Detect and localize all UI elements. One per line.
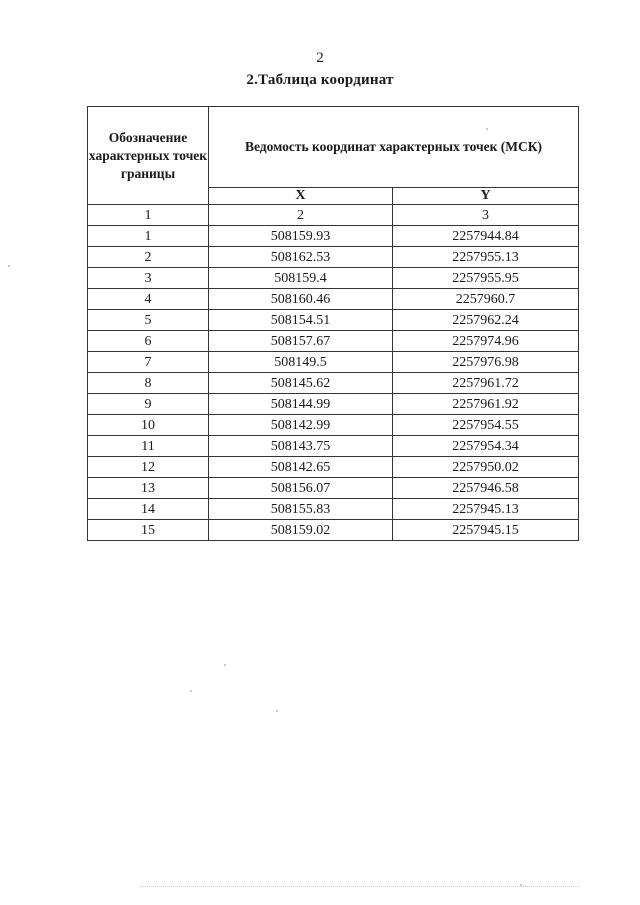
x-coordinate-cell: 508142.99 [209, 415, 393, 436]
header-statement: Ведомость координат характерных точек (МСК) [209, 107, 579, 188]
scan-noise-line [140, 886, 580, 888]
x-coordinate-cell: 508160.46 [209, 289, 393, 310]
x-coordinate-cell: 508155.83 [209, 499, 393, 520]
point-number-cell: 11 [88, 436, 209, 457]
point-number-cell: 10 [88, 415, 209, 436]
table-row [88, 226, 579, 247]
scan-speck [8, 265, 10, 267]
y-coordinate-cell: 2257946.58 [393, 478, 579, 499]
scan-speck [224, 664, 226, 666]
y-coordinate-cell: 2257945.13 [393, 499, 579, 520]
x-coordinate-cell: 508149.5 [209, 352, 393, 373]
scan-speck [486, 128, 488, 130]
table-header-row [88, 107, 579, 188]
page-number: 2 [316, 50, 324, 66]
table-index-row [88, 205, 579, 226]
y-coordinate-cell: 2257954.55 [393, 415, 579, 436]
table-row [88, 268, 579, 289]
x-coordinate-cell: 508162.53 [209, 247, 393, 268]
point-number-cell: 15 [88, 520, 209, 541]
scan-speck [276, 710, 278, 712]
scan-speck [190, 690, 192, 692]
table-row [88, 436, 579, 457]
y-coordinate-cell: 2257974.96 [393, 331, 579, 352]
document-title: 2.Таблица координат [246, 72, 394, 88]
header-designation: Обозначение характерных точек границы [88, 107, 209, 205]
point-number-cell: 4 [88, 289, 209, 310]
y-coordinate-cell: 2257955.13 [393, 247, 579, 268]
table-row [88, 499, 579, 520]
table-row [88, 310, 579, 331]
point-number-cell: 12 [88, 457, 209, 478]
table-row [88, 289, 579, 310]
point-number-cell: 13 [88, 478, 209, 499]
coordinates-table-body [88, 107, 579, 541]
y-coordinate-cell: 2257954.34 [393, 436, 579, 457]
table-row [88, 394, 579, 415]
coordinates-table [87, 106, 579, 541]
x-coordinate-cell: 508145.62 [209, 373, 393, 394]
x-coordinate-cell: 508154.51 [209, 310, 393, 331]
y-coordinate-cell: 2257961.92 [393, 394, 579, 415]
point-number-cell: 2 [88, 247, 209, 268]
table-row [88, 373, 579, 394]
point-number-cell: 7 [88, 352, 209, 373]
point-number-cell: 1 [88, 226, 209, 247]
index-cell: 3 [393, 205, 579, 226]
y-coordinate-cell: 2257955.95 [393, 268, 579, 289]
y-coordinate-cell: 2257944.84 [393, 226, 579, 247]
table-row [88, 247, 579, 268]
x-coordinate-cell: 508156.07 [209, 478, 393, 499]
index-cell: 2 [209, 205, 393, 226]
axis-x-header: X [209, 188, 393, 205]
axis-y-header: Y [393, 188, 579, 205]
table-row [88, 520, 579, 541]
table-row [88, 415, 579, 436]
point-number-cell: 8 [88, 373, 209, 394]
y-coordinate-cell: 2257976.98 [393, 352, 579, 373]
x-coordinate-cell: 508159.93 [209, 226, 393, 247]
x-coordinate-cell: 508142.65 [209, 457, 393, 478]
table-row [88, 457, 579, 478]
table-row [88, 331, 579, 352]
x-coordinate-cell: 508143.75 [209, 436, 393, 457]
y-coordinate-cell: 2257950.02 [393, 457, 579, 478]
y-coordinate-cell: 2257961.72 [393, 373, 579, 394]
point-number-cell: 6 [88, 331, 209, 352]
y-coordinate-cell: 2257962.24 [393, 310, 579, 331]
point-number-cell: 9 [88, 394, 209, 415]
y-coordinate-cell: 2257960.7 [393, 289, 579, 310]
point-number-cell: 3 [88, 268, 209, 289]
x-coordinate-cell: 508157.67 [209, 331, 393, 352]
x-coordinate-cell: 508159.02 [209, 520, 393, 541]
x-coordinate-cell: 508144.99 [209, 394, 393, 415]
point-number-cell: 5 [88, 310, 209, 331]
table-row [88, 352, 579, 373]
y-coordinate-cell: 2257945.15 [393, 520, 579, 541]
index-cell: 1 [88, 205, 209, 226]
x-coordinate-cell: 508159.4 [209, 268, 393, 289]
table-row [88, 478, 579, 499]
point-number-cell: 14 [88, 499, 209, 520]
